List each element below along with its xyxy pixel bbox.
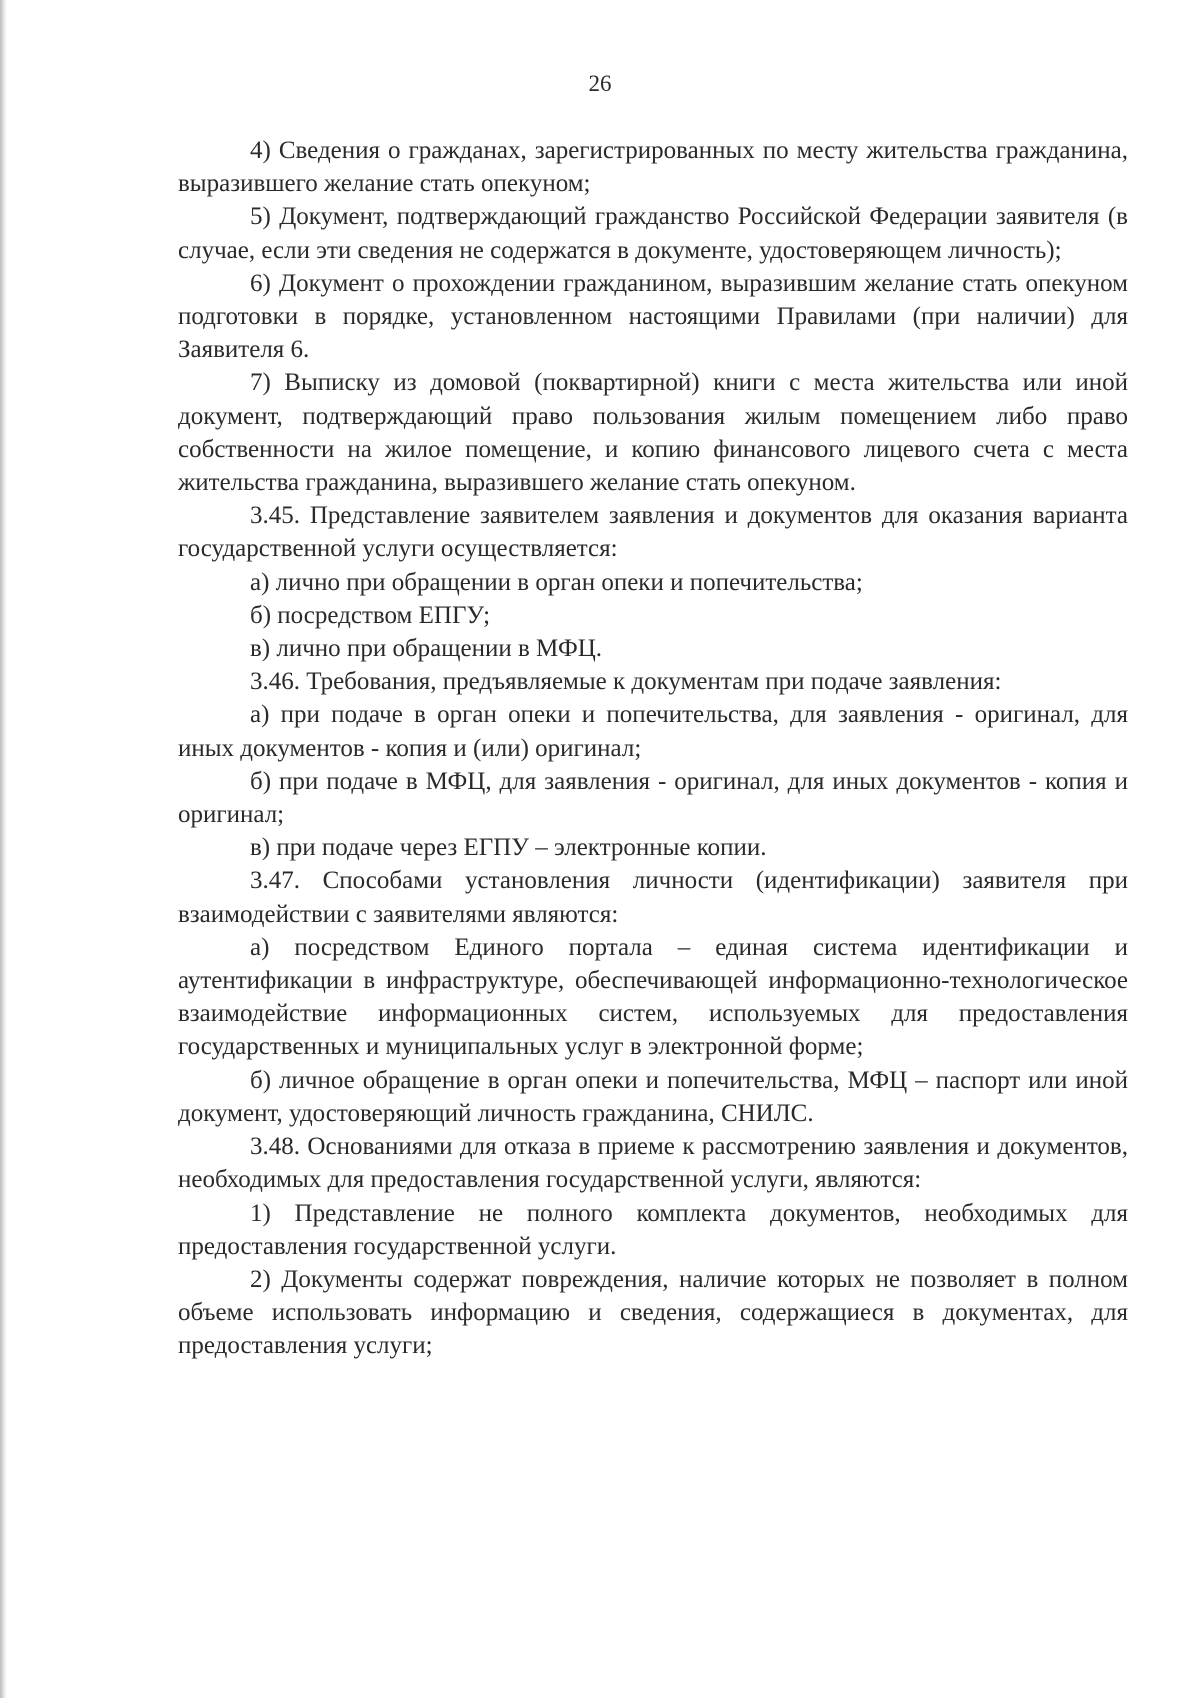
paragraph-item-4: 4) Сведения о гражданах, зарегистрированных по месту жительства гражданина, выразившего желание стать опекуном; [178,137,1128,198]
paragraph-3-47-a: а) посредством Единого портала – единая система идентификации и аутентификации в инфраструктуре, обеспечивающей информационно-технологическое взаимодействие информационных систем, используемых для предоставления государственных и муниципальных услуг в электронной форме; [178,933,1128,1061]
paragraph-3-45-a: а) лично при обращении в орган опеки и попечительства; [250,568,863,596]
paragraph-3-46-b: б) при подаче в МФЦ, для заявления - оригинал, для иных документов - копия и оригинал; [178,767,1128,829]
document-body [178,134,1128,1363]
paragraph-3-45: 3.45. Представление заявителем заявления и документов для оказания варианта государственной услуги осуществляется: [178,502,1128,563]
scan-edge-shadow [0,0,7,1698]
paragraph-item-6: 6) Документ о прохождении гражданином, выразившим желание стать опекуном подготовки в порядке, установленном настоящими Правилами (при наличии) для Заявителя 6. [178,269,1128,364]
paragraph-3-46-v: в) при подаче через ЕГПУ – электронные копии. [250,834,767,862]
paragraph-3-48-item-2: 2) Документы содержат повреждения, наличие которых не позволяет в полном объеме использовать информацию и сведения, содержащиеся в документах, для предоставления услуги; [178,1265,1128,1360]
paragraph-3-46: 3.46. Требования, предъявляемые к документам при подаче заявления: [250,668,1002,696]
paragraph-3-47: 3.47. Способами установления личности (идентификации) заявителя при взаимодействии с заявителями являются: [178,867,1128,928]
paragraph-3-48: 3.48. Основаниями для отказа в приеме к рассмотрению заявления и документов, необходимых для предоставления государственной услуги, являются: [178,1133,1128,1194]
paragraph-3-46-a: а) при подаче в орган опеки и попечительства, для заявления - оригинал, для иных документов - копия и (или) оригинал; [178,701,1128,762]
page-number: 26 [588,71,612,96]
paragraph-3-45-b: б) посредством ЕПГУ; [250,601,491,629]
paragraph-3-47-b: б) личное обращение в орган опеки и попечительства, МФЦ – паспорт или иной документ, удостоверяющий личность гражданина, СНИЛС. [178,1066,1128,1127]
paragraph-3-45-v: в) лично при обращении в МФЦ. [250,635,603,663]
paragraph-item-5: 5) Документ, подтверждающий гражданство Российской Федерации заявителя (в случае, если эти сведения не содержатся в документе, удостоверяющем личность); [178,203,1128,264]
paragraph-3-48-item-1: 1) Представление не полного комплекта документов, необходимых для предоставления государственной услуги. [178,1199,1128,1260]
paragraph-item-7: 7) Выписку из домовой (поквартирной) книги с места жительства или иной документ, подтверждающий право пользования жилым помещением либо право собственности на жилое помещение, и копию финансового лицевого счета с места жительства гражданина, выразившего желание стать опекуном. [178,369,1128,497]
